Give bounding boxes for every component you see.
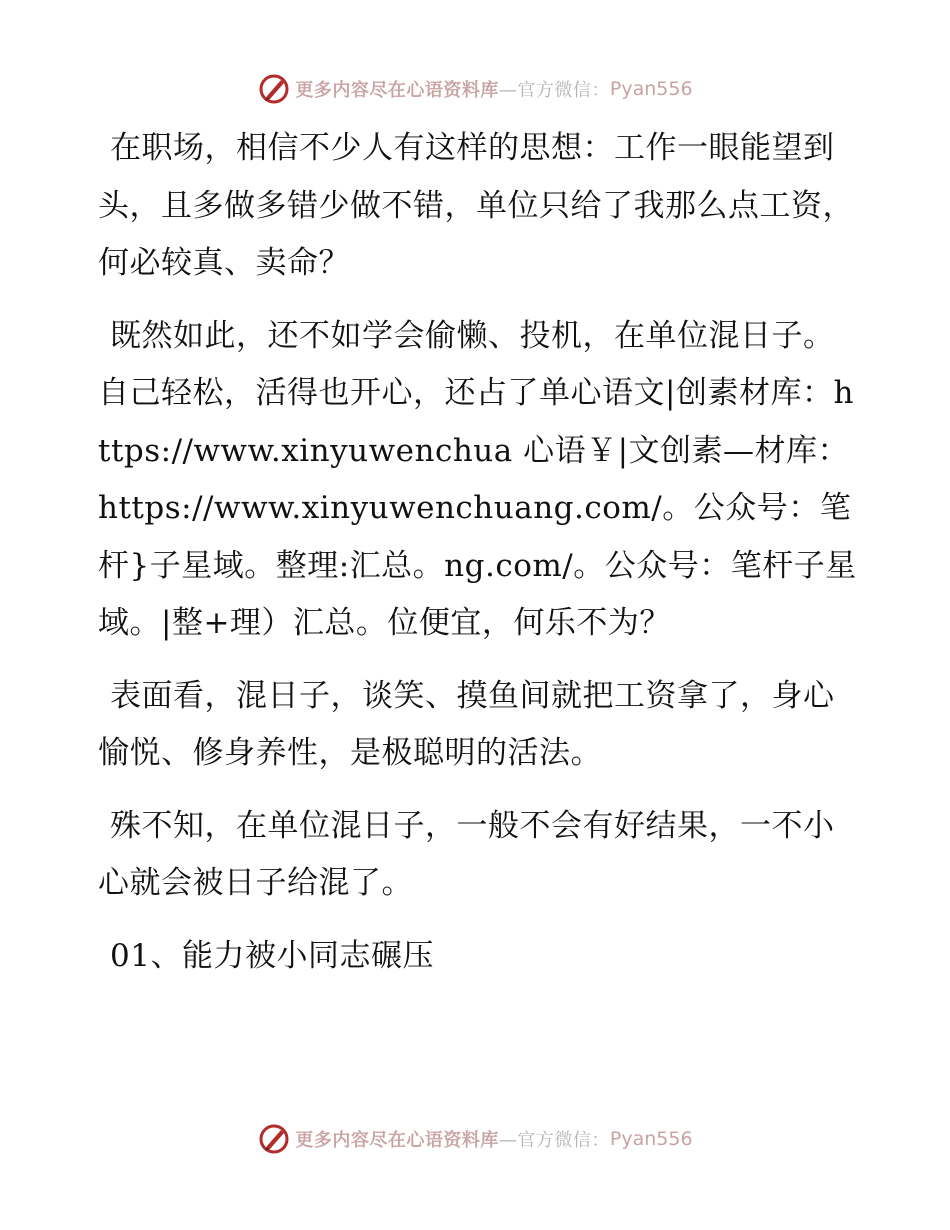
paragraph-2: 既然如此，还不如学会偷懒、投机，在单位混日子。自己轻松，活得也开心，还占了单心语文|创素材库：https://www.xinyuwenchua 心语￥|文创素—材库：https://www.xinyuwenchuang.com/。公众号：笔杆}子星域。整理:汇总。ng.com/。公众号：笔杆子星域。|整+理）汇总。位便宜，何乐不为？ xyxy=(98,317,857,641)
header-watermark xyxy=(0,72,950,106)
pen-logo-icon xyxy=(257,1122,291,1156)
paragraph-4: 殊不知，在单位混日子，一般不会有好结果，一不小心就会被日子给混了。 xyxy=(98,807,835,901)
footer-watermark xyxy=(0,1122,950,1156)
watermark-wechat-id: Pyan556 xyxy=(609,1128,693,1150)
watermark-separator: —官方微信： xyxy=(498,1130,610,1151)
watermark-wechat-id: Pyan556 xyxy=(609,78,693,100)
watermark-separator: —官方微信： xyxy=(498,80,610,101)
paragraph-1: 在职场，相信不少人有这样的思想：工作一眼能望到头，且多做多错少做不错，单位只给了我那么点工资，何必较真、卖命？ xyxy=(98,130,854,281)
paragraph-3: 表面看，混日子，谈笑、摸鱼间就把工资拿了，身心愉悦、修身养性，是极聪明的活法。 xyxy=(98,677,835,771)
watermark-text: 更多内容尽在心语资料库 xyxy=(295,80,499,101)
document-body xyxy=(98,120,858,1000)
section-heading: 01、能力被小同志碾压 xyxy=(110,937,434,974)
watermark-text: 更多内容尽在心语资料库 xyxy=(295,1130,499,1151)
pen-logo-icon xyxy=(257,72,291,106)
